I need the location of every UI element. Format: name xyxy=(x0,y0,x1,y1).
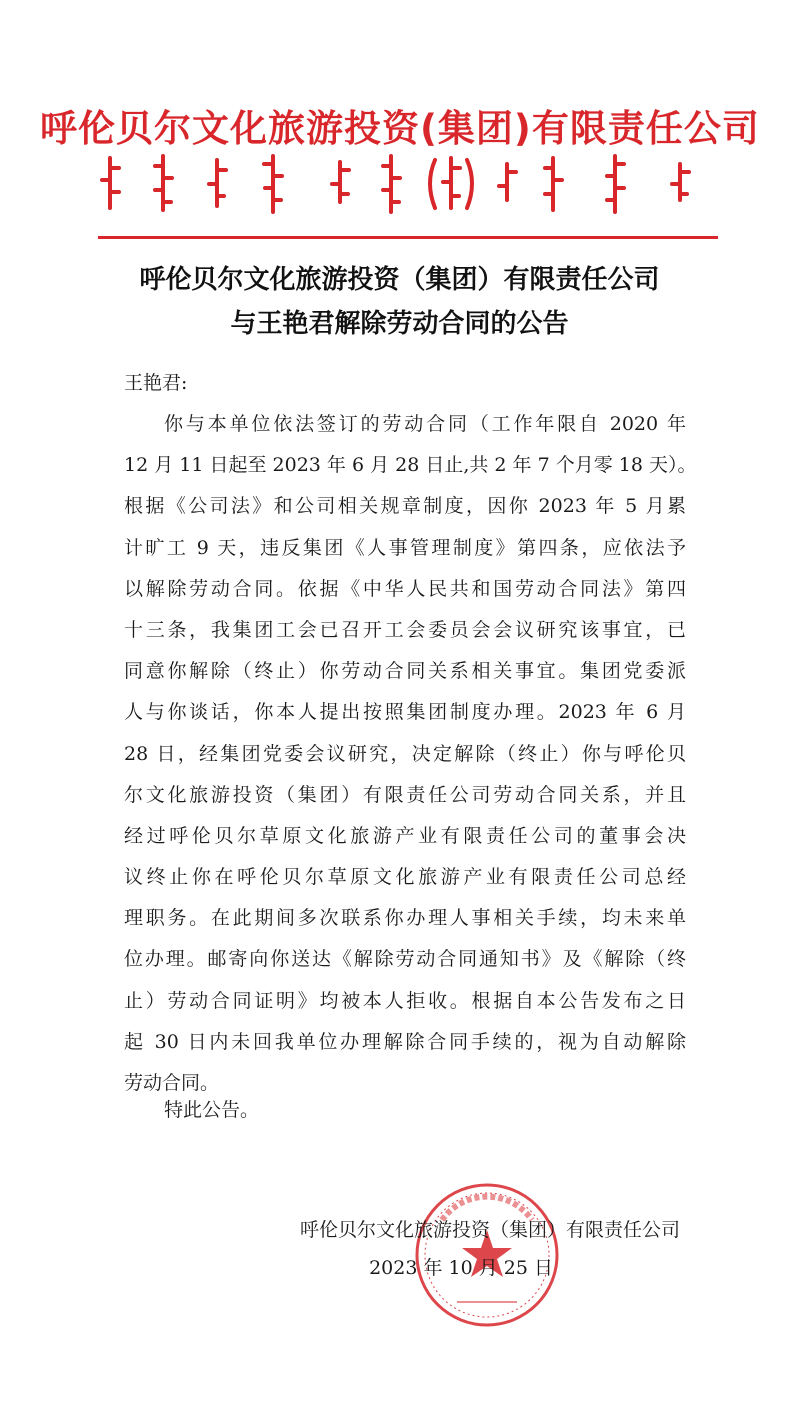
signature-date: 2023 年 10 月 25 日 xyxy=(369,1257,553,1279)
signature-organization: 呼伦贝尔文化旅游投资（集团）有限责任公司 xyxy=(299,1219,680,1241)
header-rule xyxy=(98,236,718,239)
mongolian-script-logo xyxy=(95,150,705,216)
body-line: 计旷工 9 天，违反集团《人事管理制度》第四条，应依法予 xyxy=(124,536,686,559)
body-line: 同意你解除（终止）你劳动合同关系相关事宜。集团党委派 xyxy=(124,660,686,683)
body-line: 位办理。邮寄向你送达《解除劳动合同通知书》及《解除（终 xyxy=(124,948,686,971)
body-line: 劳动合同。 xyxy=(124,1072,220,1094)
body-line: 尔文化旅游投资（集团）有限责任公司劳动合同关系，并且 xyxy=(124,783,686,806)
salutation: 王艳君: xyxy=(124,372,188,394)
body-line: 根据《公司法》和公司相关规章制度，因你 2023 年 5 月累 xyxy=(124,495,686,518)
notice-body xyxy=(124,404,697,1104)
body-line: 以解除劳动合同。依据《中华人民共和国劳动合同法》第四 xyxy=(124,577,686,600)
notice-title xyxy=(60,258,739,346)
closing-remark: 特此公告。 xyxy=(164,1099,260,1121)
body-line: 你与本单位依法签订的劳动合同（工作年限自 2020 年 xyxy=(164,413,686,435)
body-line: 人与你谈话，你本人提出按照集团制度办理。2023 年 6 月 xyxy=(124,701,686,724)
body-line: 起 30 日内未回我单位办理解除合同手续的，视为自动解除 xyxy=(124,1030,686,1053)
body-line: 议终止你在呼伦贝尔草原文化旅游产业有限责任公司总经 xyxy=(124,866,686,889)
notice-title-line: 与王艳君解除劳动合同的公告 xyxy=(230,309,569,339)
notice-title-line: 呼伦贝尔文化旅游投资（集团）有限责任公司 xyxy=(139,265,660,295)
body-line: 十三条，我集团工会已召开工会委员会会议研究该事宜，已 xyxy=(124,618,686,641)
body-line: 12 月 11 日起至 2023 年 6 月 28 日止,共 2 年 7 个月零 18 天）。 xyxy=(124,454,697,477)
body-line: 止）劳动合同证明》均被本人拒收。根据自本公告发布之日 xyxy=(124,989,686,1012)
letterhead-title: 呼伦贝尔文化旅游投资(集团)有限责任公司 xyxy=(40,107,760,150)
body-line: 28 日，经集团党委会议研究，决定解除（终止）你与呼伦贝 xyxy=(124,742,686,765)
body-line: 经过呼伦贝尔草原文化旅游产业有限责任公司的董事会决 xyxy=(124,824,686,847)
body-line: 理职务。在此期间多次联系你办理人事相关手续，均未来单 xyxy=(124,907,686,930)
